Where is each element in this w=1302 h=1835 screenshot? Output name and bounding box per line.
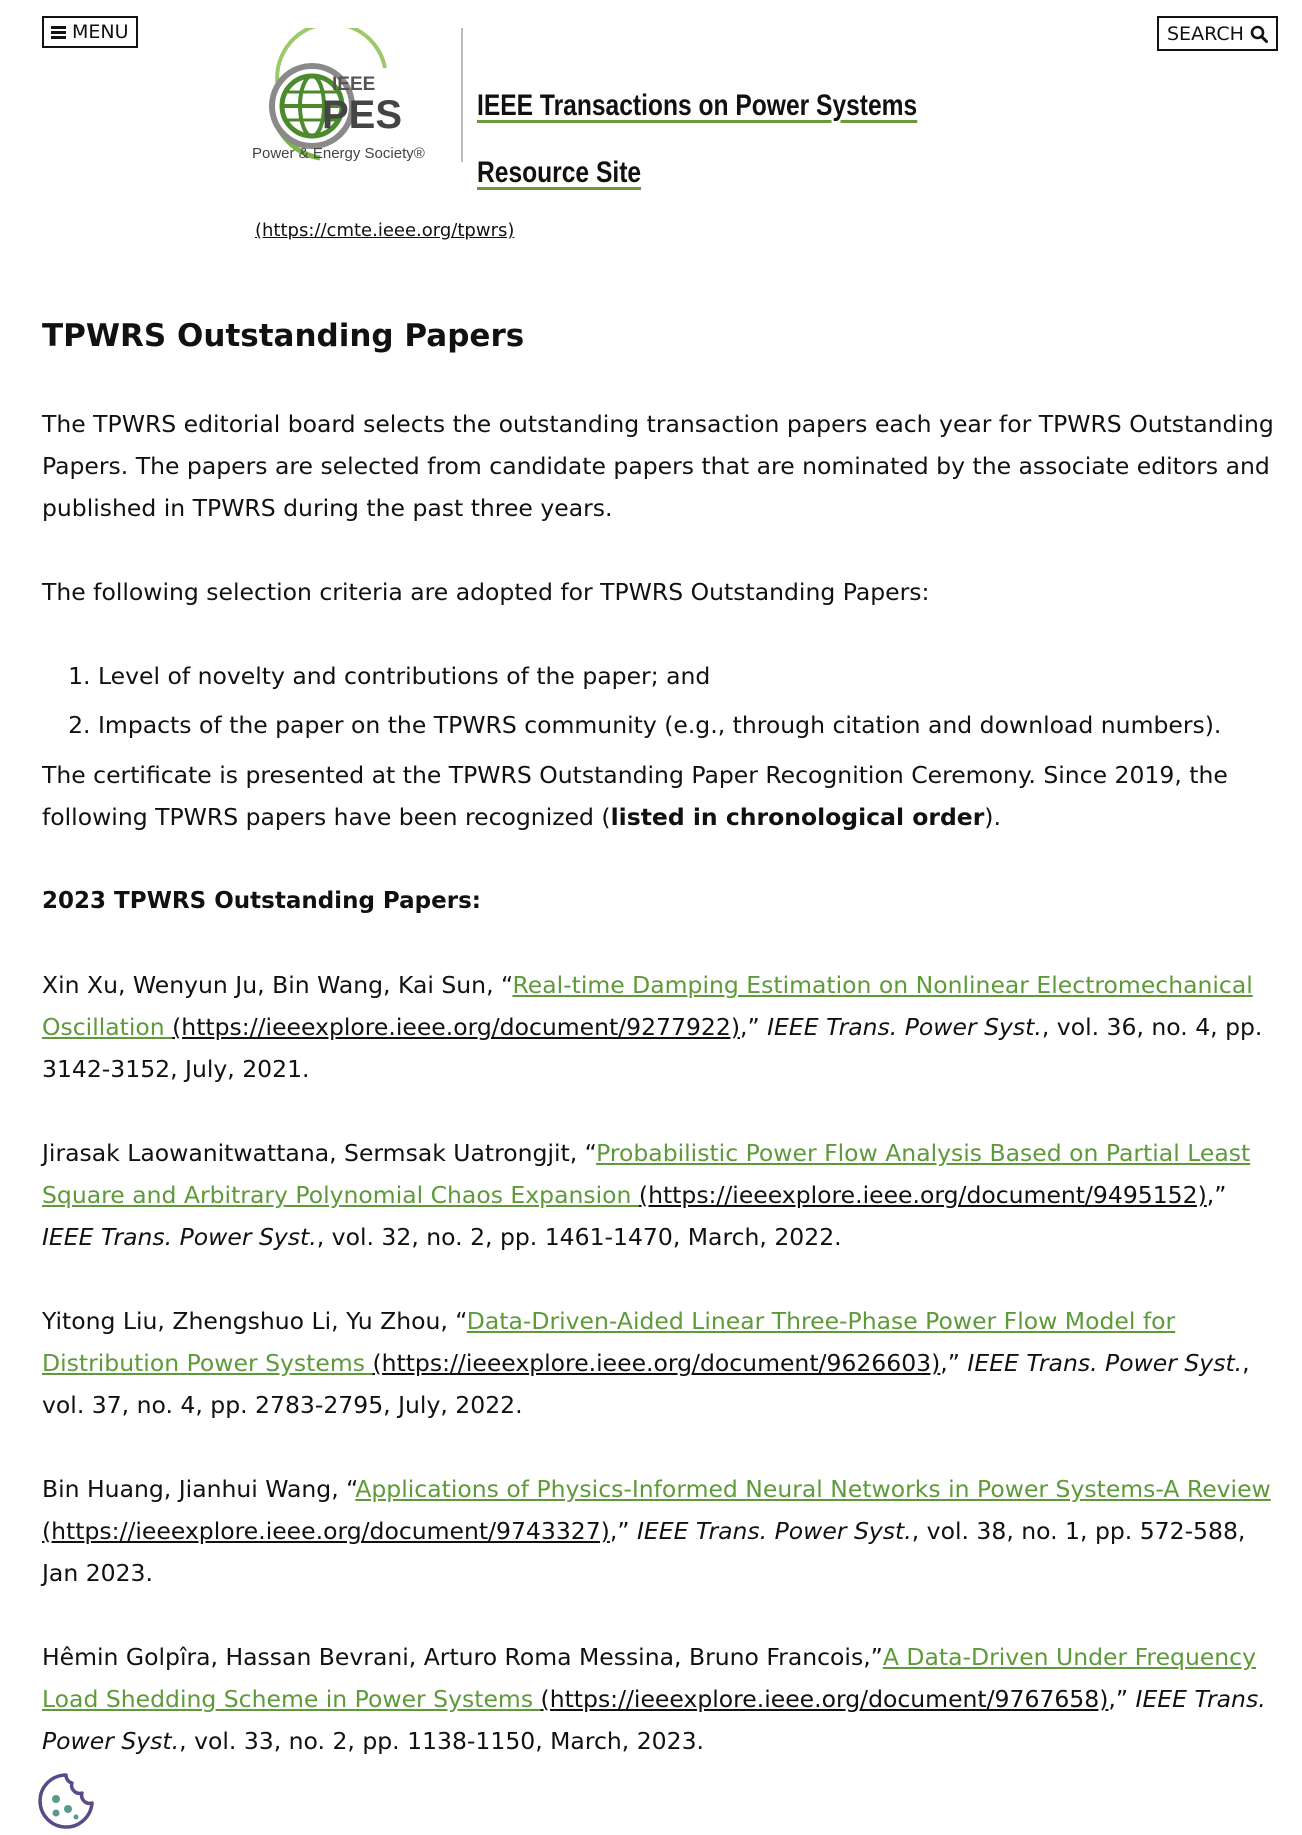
logo-ieee-text: IEEE xyxy=(332,74,376,95)
search-button[interactable] xyxy=(1157,16,1278,51)
criteria-list xyxy=(42,655,1282,746)
paper-title-link[interactable]: Probabilistic Power Flow Analysis Based on Partial Least Square and Arbitrary Polynomial Chaos Expansion xyxy=(42,1139,1251,1209)
logo-pes-text: PES xyxy=(322,93,403,137)
logo-society-text: Power & Energy Society® xyxy=(252,145,425,162)
cookie-icon xyxy=(36,1771,96,1831)
chronological-note: listed in chronological order xyxy=(610,803,985,831)
paper-title-link[interactable]: A Data-Driven Under Frequency Load Shedding Scheme in Power Systems xyxy=(42,1643,1257,1713)
criteria-intro: The following selection criteria are adopted for TPWRS Outstanding Papers: xyxy=(42,578,930,606)
hamburger-icon xyxy=(51,26,66,39)
search-icon xyxy=(1250,25,1268,43)
site-url-link[interactable]: (https://cmte.ieee.org/tpwrs) xyxy=(255,220,515,241)
paper-url-link[interactable]: (https://ieeexplore.ieee.org/document/9767658) xyxy=(540,1685,1109,1713)
paper-title-link[interactable]: Real-time Damping Estimation on Nonlinear Electromechanical Oscillation xyxy=(42,971,1253,1041)
paper-url-link[interactable]: (https://ieeexplore.ieee.org/document/9743327) xyxy=(42,1517,610,1545)
search-label: SEARCH xyxy=(1167,22,1244,45)
paper-entry: Hêmin Golpîra, Hassan Bevrani, Arturo Roma Messina, Bruno Francois,”A Data-Driven Under Frequency Load Shedding Scheme in Power Systems (https://ieeexplore.ieee.org/document/9767658),” IEEE Trans. Power Syst., vol. 33, no. 2, pp. 1138-1150, March, 2023. xyxy=(42,1643,1266,1755)
menu-button[interactable] xyxy=(42,16,138,48)
certificate-paragraph: The certificate is presented at the TPWRS Outstanding Paper Recognition Ceremony. Since 2019, the following TPWRS papers have been recognized (listed in chronological order). xyxy=(42,761,1228,831)
intro-paragraph: The TPWRS editorial board selects the outstanding transaction papers each year for TPWRS Outstanding Papers. The papers are selected from candidate papers that are nominated by the associate editors and published in TPWRS during the past three years. xyxy=(42,410,1274,522)
site-title-link[interactable]: IEEE Transactions on Power Systems Resource Site xyxy=(477,89,918,189)
section-heading: 2023 TPWRS Outstanding Papers: xyxy=(42,888,481,914)
paper-entry: Yitong Liu, Zhengshuo Li, Yu Zhou, “Data-Driven-Aided Linear Three-Phase Power Flow Model for Distribution Power Systems (https://ieeexplore.ieee.org/document/9626603),” IEEE Trans. Power Syst., vol. 37, no. 4, pp. 2783-2795, July, 2022. xyxy=(42,1307,1250,1419)
page-title: TPWRS Outstanding Papers xyxy=(42,318,525,354)
menu-label: MENU xyxy=(72,21,129,43)
paper-url-link[interactable]: (https://ieeexplore.ieee.org/document/9626603) xyxy=(372,1349,941,1377)
ieee-pes-logo[interactable] xyxy=(250,28,450,168)
paper-entry: Xin Xu, Wenyun Ju, Bin Wang, Kai Sun, “Real-time Damping Estimation on Nonlinear Electromechanical Oscillation (https://ieeexplore.ieee.org/document/9277922),” IEEE Trans. Power Syst., vol. 36, no. 4, pp. 3142-3152, July, 2021. xyxy=(42,971,1263,1083)
paper-url-link[interactable]: (https://ieeexplore.ieee.org/document/9277922) xyxy=(172,1013,740,1041)
criteria-item: 2. Impacts of the paper on the TPWRS community (e.g., through citation and download numbers). xyxy=(98,704,1282,746)
paper-title-link[interactable]: Data-Driven-Aided Linear Three-Phase Power Flow Model for Distribution Power Systems xyxy=(42,1307,1176,1377)
paper-entry: Bin Huang, Jianhui Wang, “Applications of Physics-Informed Neural Networks in Power Systems-A Review (https://ieeexplore.ieee.org/document/9743327),” IEEE Trans. Power Syst., vol. 38, no. 1, pp. 572-588, Jan 2023. xyxy=(42,1475,1271,1587)
cookie-settings-button[interactable] xyxy=(36,1771,96,1831)
logo-divider xyxy=(461,28,463,162)
criteria-item: 1. Level of novelty and contributions of the paper; and xyxy=(98,655,1282,697)
main-content xyxy=(42,310,1282,1804)
paper-url-link[interactable]: (https://ieeexplore.ieee.org/document/9495152) xyxy=(638,1181,1207,1209)
paper-entry: Jirasak Laowanitwattana, Sermsak Uatrongjit, “Probabilistic Power Flow Analysis Based on Partial Least Square and Arbitrary Polynomial Chaos Expansion (https://ieeexplore.ieee.org/document/9495152),” IEEE Trans. Power Syst., vol. 32, no. 2, pp. 1461-1470, March, 2022. xyxy=(42,1139,1251,1251)
paper-title-link[interactable]: Applications of Physics-Informed Neural Networks in Power Systems-A Review xyxy=(355,1475,1271,1503)
